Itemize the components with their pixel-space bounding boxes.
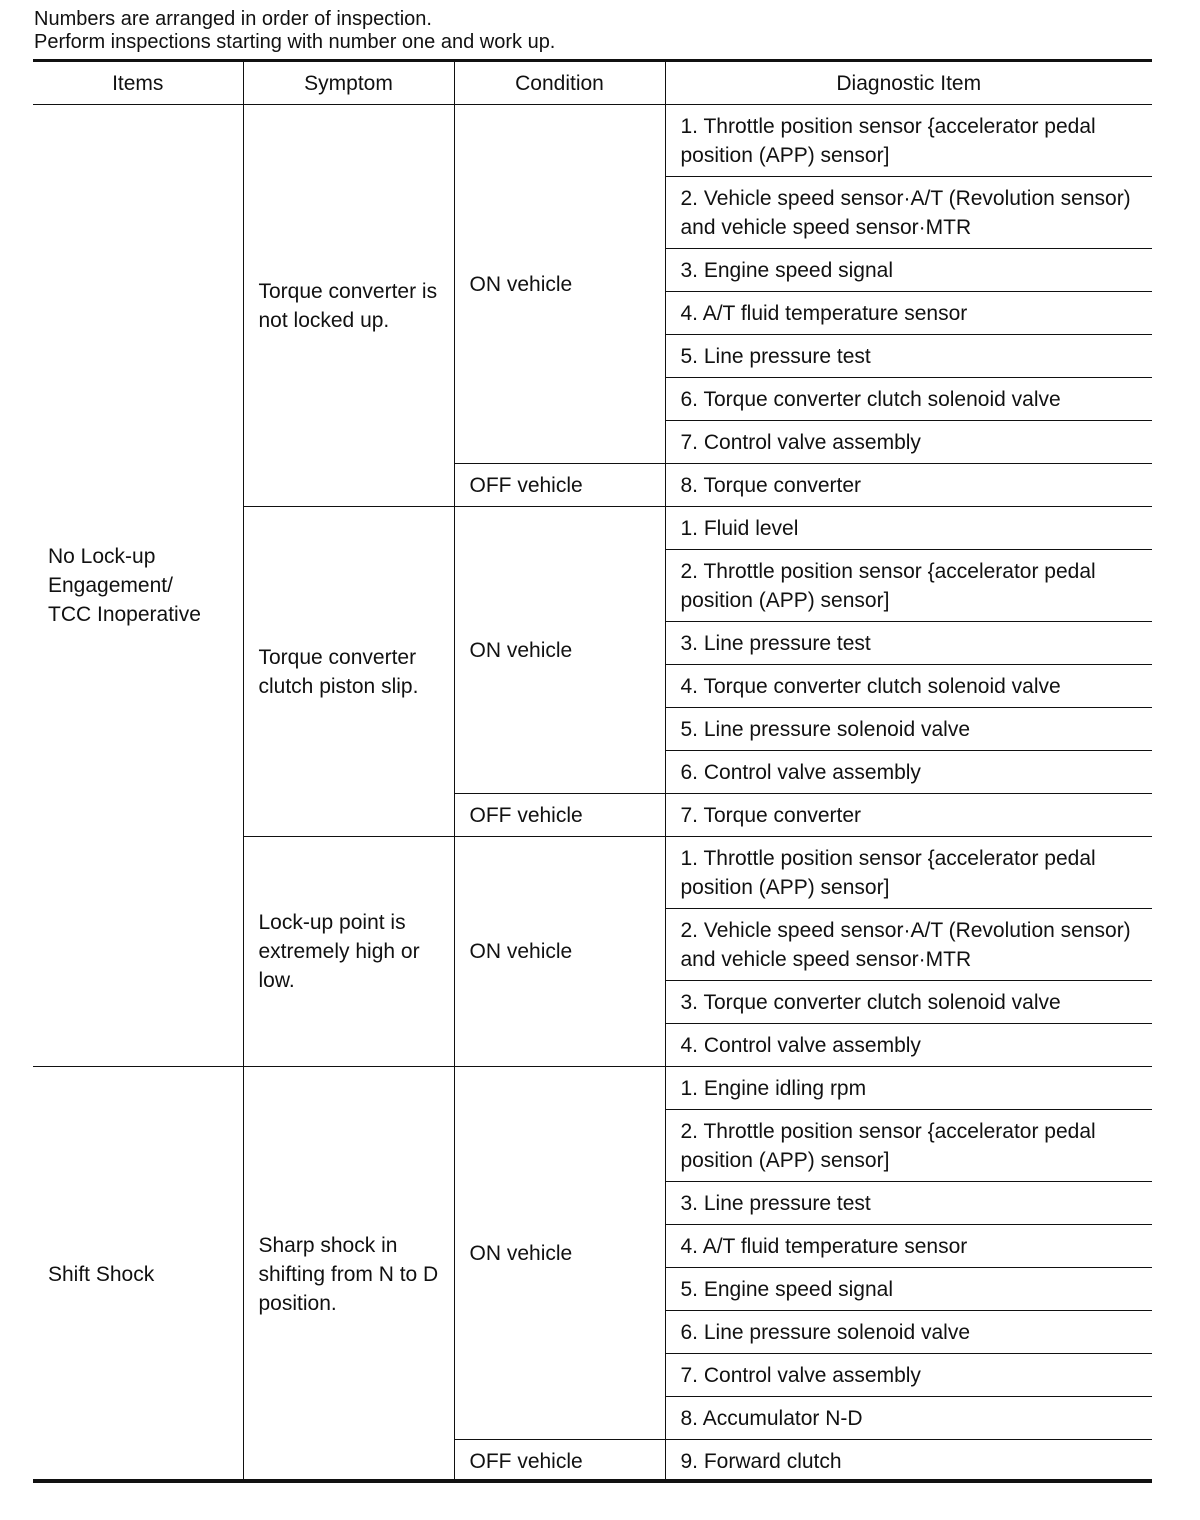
header-condition: Condition	[454, 61, 665, 105]
table-body	[33, 105, 1152, 1483]
diagnostic-item-cell: 7. Control valve assembly	[665, 1354, 1152, 1397]
intro-note	[34, 8, 555, 54]
diagnostic-item-cell: 2. Vehicle speed sensor·A/T (Revolution sensor) and vehicle speed sensor·MTR	[665, 177, 1152, 249]
diagnostic-item-cell: 6. Torque converter clutch solenoid valve	[665, 378, 1152, 421]
symptom-cell: Torque converter is not locked up.	[243, 105, 454, 507]
table-row	[33, 105, 1152, 177]
condition-cell: OFF vehicle	[454, 794, 665, 837]
intro-line-2: Perform inspections starting with number one and work up.	[34, 31, 556, 53]
diagnostic-item-cell: 5. Line pressure solenoid valve	[665, 708, 1152, 751]
condition-cell: OFF vehicle	[454, 1440, 665, 1483]
symptom-cell: Sharp shock in shifting from N to D position.	[243, 1067, 454, 1483]
header-row	[33, 61, 1152, 105]
table-row	[33, 1067, 1152, 1110]
diagnostic-item-cell: 2. Throttle position sensor {accelerator pedal position (APP) sensor]	[665, 1110, 1152, 1182]
diagnostic-item-cell: 2. Vehicle speed sensor·A/T (Revolution sensor) and vehicle speed sensor·MTR	[665, 909, 1152, 981]
diagnostic-item-cell: 5. Engine speed signal	[665, 1268, 1152, 1311]
diagnostic-item-cell: 4. A/T fluid temperature sensor	[665, 292, 1152, 335]
diagnostic-item-cell: 9. Forward clutch	[665, 1440, 1152, 1483]
diagnostic-item-cell: 8. Accumulator N-D	[665, 1397, 1152, 1440]
diagnostic-item-cell: 1. Throttle position sensor {accelerator pedal position (APP) sensor]	[665, 105, 1152, 177]
diagnostic-item-cell: 3. Torque converter clutch solenoid valve	[665, 981, 1152, 1024]
diagnostic-item-cell: 4. A/T fluid temperature sensor	[665, 1225, 1152, 1268]
condition-cell: ON vehicle	[454, 105, 665, 464]
diagnostic-item-cell: 7. Torque converter	[665, 794, 1152, 837]
diagnostic-item-cell: 7. Control valve assembly	[665, 421, 1152, 464]
diagnostic-item-cell: 6. Control valve assembly	[665, 751, 1152, 794]
diagnostic-item-cell: 1. Engine idling rpm	[665, 1067, 1152, 1110]
header-symptom: Symptom	[243, 61, 454, 105]
diagnostic-item-cell: 3. Engine speed signal	[665, 249, 1152, 292]
diagnostic-item-cell: 5. Line pressure test	[665, 335, 1152, 378]
condition-cell: OFF vehicle	[454, 464, 665, 507]
diagnostic-table	[33, 59, 1152, 1483]
diagnostic-item-cell: 1. Throttle position sensor {accelerator pedal position (APP) sensor]	[665, 837, 1152, 909]
diagnostic-item-cell: 8. Torque converter	[665, 464, 1152, 507]
bottom-rule	[33, 1479, 1152, 1482]
condition-cell: ON vehicle	[454, 837, 665, 1067]
condition-cell: ON vehicle	[454, 507, 665, 794]
condition-cell: ON vehicle	[454, 1067, 665, 1440]
item-cell: No Lock-up Engagement/ TCC Inoperative	[33, 105, 243, 1067]
symptom-cell: Torque converter clutch piston slip.	[243, 507, 454, 837]
diagnostic-item-cell: 6. Line pressure solenoid valve	[665, 1311, 1152, 1354]
symptom-cell: Lock-up point is extremely high or low.	[243, 837, 454, 1067]
header-diagnostic-item: Diagnostic Item	[665, 61, 1152, 105]
diagnostic-item-cell: 2. Throttle position sensor {accelerator pedal position (APP) sensor]	[665, 550, 1152, 622]
diagnostic-item-cell: 3. Line pressure test	[665, 622, 1152, 665]
diagnostic-item-cell: 4. Torque converter clutch solenoid valve	[665, 665, 1152, 708]
diagnostic-item-cell: 3. Line pressure test	[665, 1182, 1152, 1225]
item-cell: Shift Shock	[33, 1067, 243, 1483]
intro-line-1: Numbers are arranged in order of inspection.	[34, 8, 432, 30]
header-items: Items	[33, 61, 243, 105]
diagnostic-item-cell: 4. Control valve assembly	[665, 1024, 1152, 1067]
diagnostic-item-cell: 1. Fluid level	[665, 507, 1152, 550]
